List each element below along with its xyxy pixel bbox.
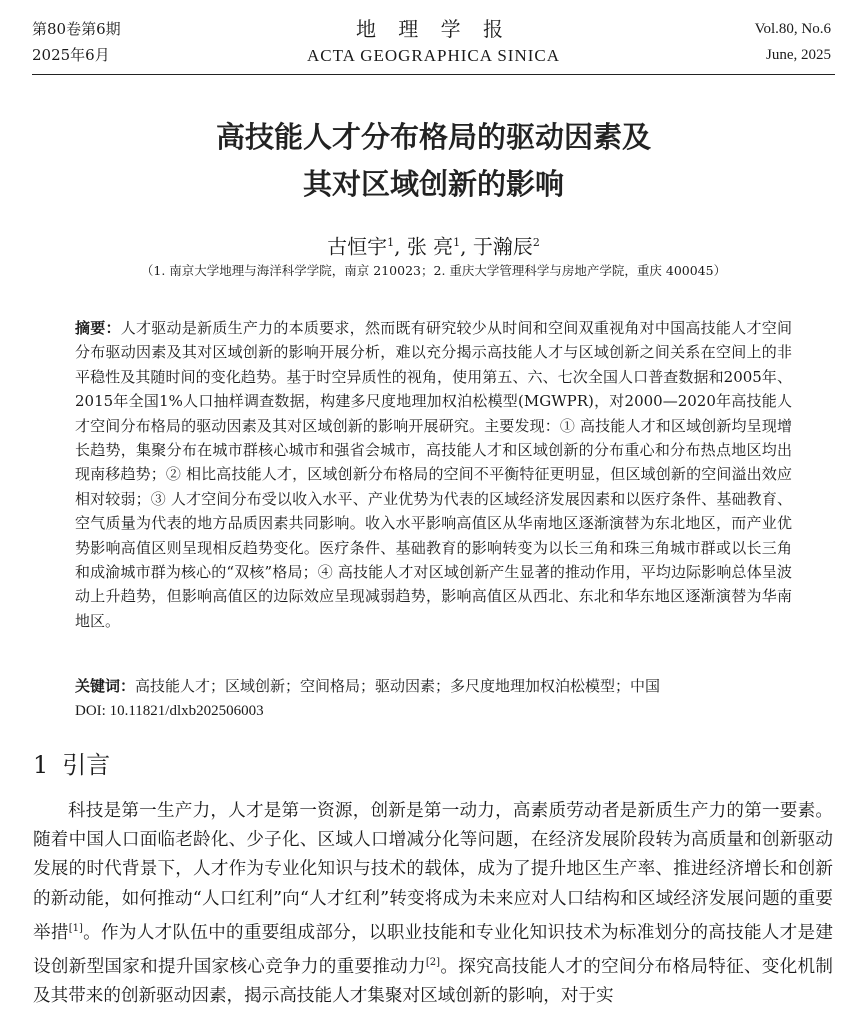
author-affil-sup: 2 <box>532 236 540 249</box>
paper-title <box>0 114 867 208</box>
body-paragraph <box>33 797 833 1011</box>
date-cn: 2025年6月 <box>32 46 110 64</box>
section-number: 1 <box>33 751 49 779</box>
abstract-text: 人才驱动是新质生产力的本质要求，然而既有研究较少从时间和空间双重视角对中国高技能人才空间分布驱动因素及其对区域创新的影响开展分析，难以充分揭示高技能人才与区域创新之间关系在空间上的非平稳性及其随时间的变化趋势。基于时空异质性的视角，使用第五、六、七次全国人口普查数据和2005年、2015年全国1%人口抽样调查数据，构建多尺度地理加权泊松模型(MGWPR)，对2000—2020年高技能人才空间分布格局的驱动因素及其对区域创新的影响开展研究。主要发现：① 高技能人才和区域创新均呈现增长趋势，集聚分布在城市群核心城市和强省会城市，高技能人才和区域创新的分布重心和分布热点地区均出现南移趋势；② 相比高技能人才，区域创新分布格局的空间不平衡特征更明显，但区域创新的空间溢出效应相对较弱；③ 人才空间分布受以收入水平、产业优势为代表的区域经济发展因素和以医疗条件、基础教育、空气质量为代表的地方品质因素共同影响。收入水平影响高值区从华南地区逐渐演替为东北地区，而产业优势影响高值区则呈现相反趋势变化。医疗条件、基础教育的影响转变为以长三角和珠三角城市群或以长三角和成渝城市群为核心的“双核”格局；④ 高技能人才对区域创新产生显著的推动作用，平均边际影响总体呈波动上升趋势，但影响高值区的边际效应呈现减弱趋势，影响高值区从西北、东北和华东地区逐渐演替为华南地区。 <box>75 319 792 630</box>
date-en: June, 2025 <box>766 47 831 63</box>
author-list: 古恒宇$^1$, 张 亮$^1$, 于瀚辰$^2$ <box>327 234 540 259</box>
journal-name-cn: 地 理 学 报 <box>355 17 512 41</box>
title-line-1: 高技能人才分布格局的驱动因素及 <box>215 120 651 154</box>
keywords <box>75 674 792 698</box>
citation-ref[interactable]: [2] <box>425 956 441 968</box>
author-affil-sup: 1 <box>453 236 461 249</box>
author-name: 古恒宇 <box>327 234 388 259</box>
body-text: 。探究高技能人才的空间分布格局特征、变化机制及其带来的创新驱动因素，揭示高技能人才集聚对区域创新的影响，对于实 <box>33 956 833 1006</box>
keywords-label: 关键词： <box>75 677 136 695</box>
title-line-2: 其对区域创新的影响 <box>302 167 564 201</box>
header-rule <box>32 74 835 75</box>
volume-cn: 第80卷第6期 <box>32 20 121 38</box>
affiliations: （1. 南京大学地理与海洋科学学院，南京 210023；2. 重庆大学管理科学与房地产学院，重庆 400045） <box>140 263 727 278</box>
body-text: 。作为人才队伍中的重要组成部分，以职业技能和专业化知识技术为标准划分的高技能人才是建设创新型国家和提升国家核心竞争力的重要推动力 <box>33 922 833 977</box>
author-affil-sup: 1 <box>387 236 395 249</box>
header-right <box>755 16 831 68</box>
section-heading <box>33 748 110 782</box>
citation-ref[interactable]: [1] <box>68 922 83 934</box>
header-center <box>0 14 867 68</box>
author-name: 张 亮 <box>406 234 454 259</box>
journal-name-en: ACTA GEOGRAPHICA SINICA <box>306 46 561 65</box>
section-title: 引言 <box>62 751 111 779</box>
body-text: 科技是第一生产力，人才是第一资源，创新是第一动力，高素质劳动者是新质生产力的第一要素。随着中国人口面临老龄化、少子化、区域人口增减分化等问题，在经济发展阶段转为高质量和创新驱动发展的时代背景下，人才作为专业化知识与技术的载体，成为了提升地区生产率、推进经济增长和创新的新动能，如何推动“人口红利”向“人才红利”转变将成为未来应对人口结构和区域经济发展问题的重要举措 <box>33 801 833 943</box>
doi: DOI: 10.11821/dlxb202506003 <box>75 703 264 719</box>
author-name: 于瀚辰 <box>472 234 533 259</box>
abstract <box>75 316 792 633</box>
abstract-label: 摘要： <box>75 319 121 337</box>
keywords-text: 高技能人才；区域创新；空间格局；驱动因素；多尺度地理加权泊松模型；中国 <box>135 677 661 695</box>
volume-en: Vol.80, No.6 <box>754 21 831 37</box>
